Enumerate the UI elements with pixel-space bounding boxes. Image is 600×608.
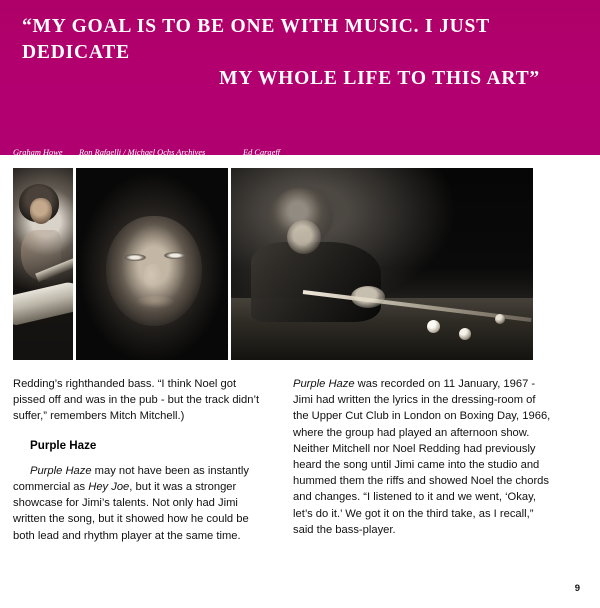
paragraph-recording-details [293,376,551,538]
photo-pool-player-body [251,242,381,322]
photo-guitarist [13,168,73,360]
section-subheading: Purple Haze [30,438,97,452]
photo-portrait-closeup [76,168,228,360]
song-title-purple-haze-2: Purple Haze [293,378,355,390]
paragraph-continuation: Redding’s righthanded bass. “I think Noel got pissed off and was in the pub - but the track didn’t suffer,” remembers Mitch Mitchell.) [13,378,260,423]
paragraph-text-end: , but it was a stronger showcase for Jimi’s talents. Not only had Jimi written the song, but it showed how he could be both lead and rhythm player at the same time. [13,481,249,542]
photo-strip [13,168,533,360]
quote-banner [0,0,600,155]
photo-credit-1: Graham Howe [13,148,63,157]
photo-pool-player-face [287,220,321,254]
page-number: 9 [574,583,580,594]
photo-credit-3: Ed Caraeff [243,148,280,157]
photo-pool-player-hand [351,286,385,308]
song-title-purple-haze: Purple Haze [30,464,92,477]
paragraph-recording-text: was recorded on 11 January, 1967 - Jimi had written the lyrics in the dressing-room of the Upper Cut Club in London on Boxing Day, 1966, where the group had played an afternoon show. Neither Mitchell nor Noel Redding had previously heard the song until Jimi came into the studio and hummed them the riffs and showed Noel the chords and changes. “I listened to it and we went, ‘Okay, let’s do it.’ We got it on the third take, as I recall,” said the bass-player. [293,378,551,536]
photo-credits [13,147,573,162]
photo-portrait-left-eye [124,254,146,261]
photo-pool-ball-1 [427,320,440,333]
pull-quote-line-1: “MY GOAL IS TO BE ONE WITH MUSIC. I JUST DEDICATE [22,16,490,63]
photo-guitarist-face [30,198,52,224]
photo-portrait-mouth [136,296,174,308]
photo-credit-2: Ron Rafaelli / Michael Ochs Archives [79,148,206,157]
pull-quote-line-2: MY WHOLE LIFE TO THIS ART” [219,68,540,89]
photo-portrait-nose [144,264,162,290]
article-column-right [293,376,551,576]
photo-pool-table [231,168,533,360]
paragraph-text-mid: may not have been as instantly commercial as [13,464,249,494]
photo-pool-ball-3 [495,314,505,324]
photo-portrait-right-eye [164,252,186,259]
article-column-left [13,376,271,576]
song-title-hey-joe: Hey Joe [88,481,130,494]
pull-quote [22,14,578,92]
photo-pool-ball-2 [459,328,471,340]
article-body [13,376,587,576]
paragraph-purple-haze-intro [13,463,271,544]
